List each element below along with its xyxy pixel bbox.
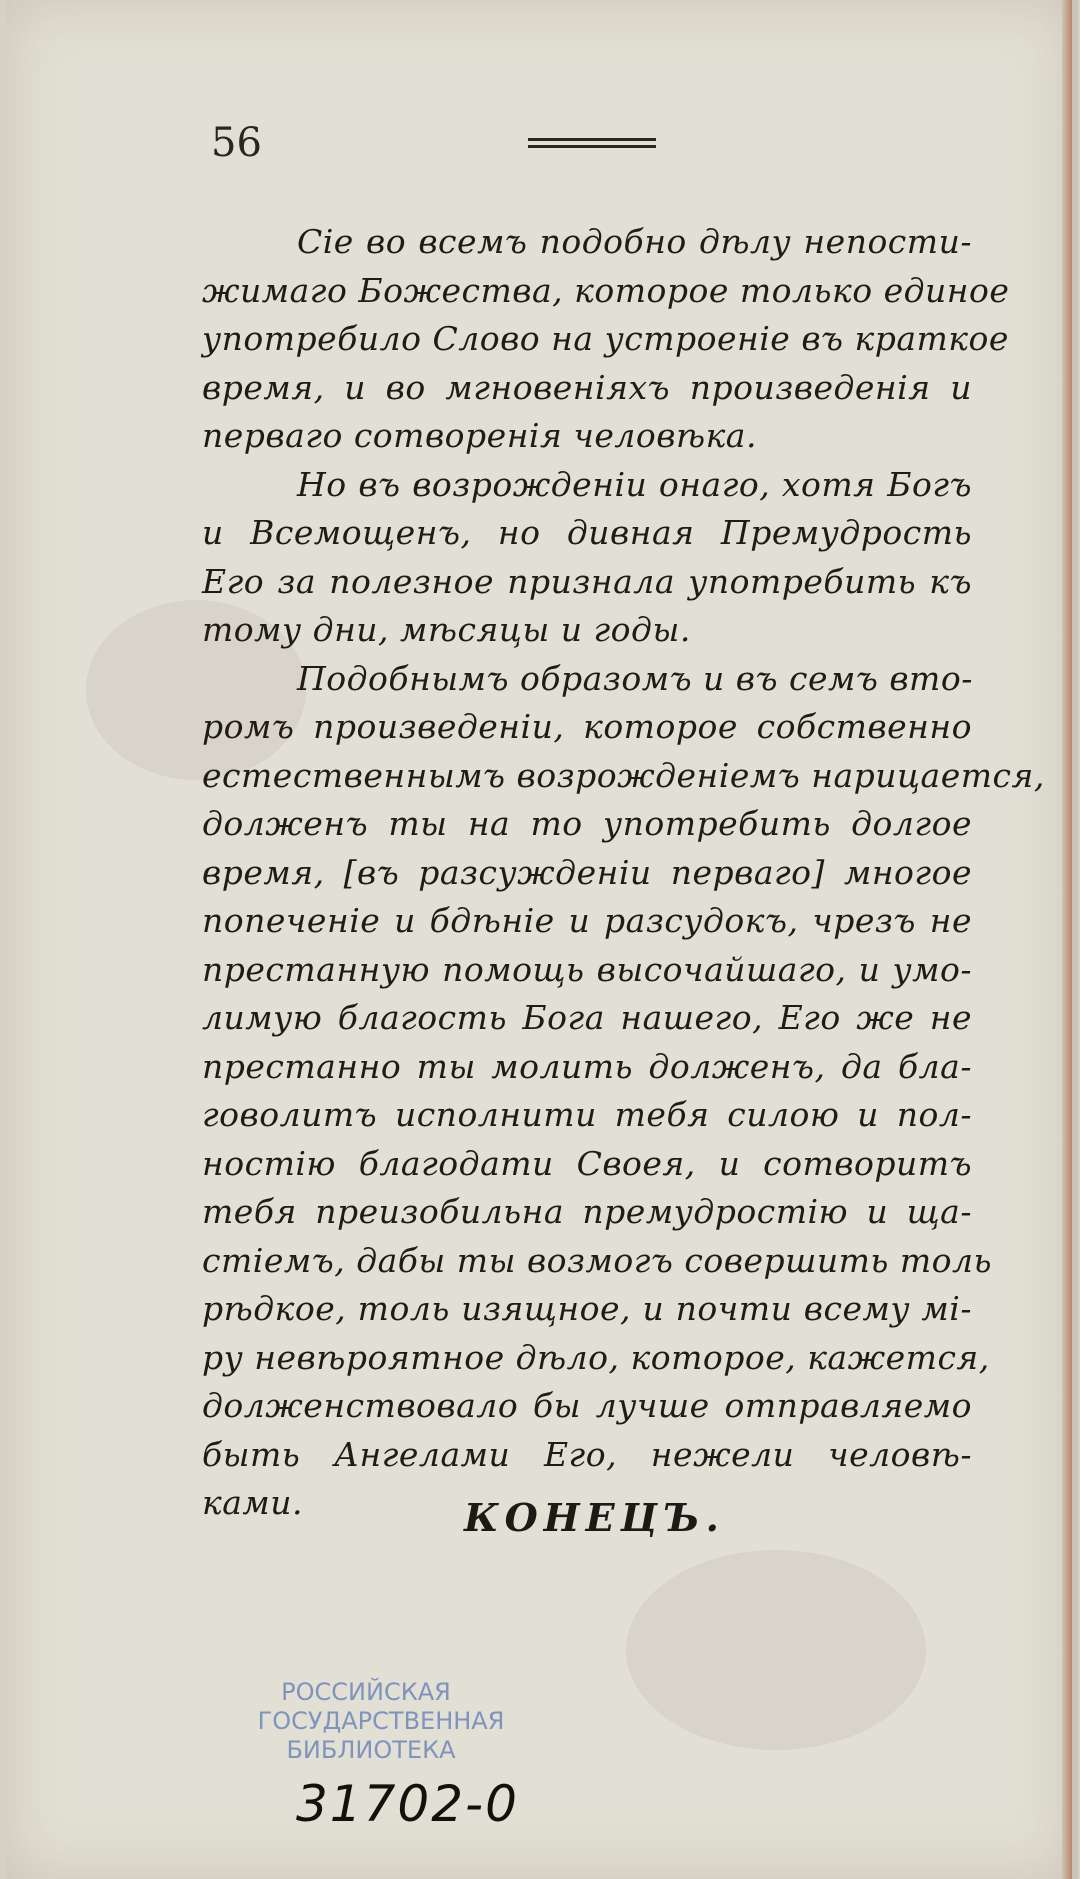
text-line: время, и во мгновеніяхъ произведенія и [202,367,972,407]
library-stamp [251,1678,511,1765]
text-line: долженъ ты на то употребить долгое [202,804,972,843]
text-line: перваго сотворенія человѣка. [202,416,757,455]
text-line: естественнымъ возрожденіемъ нарицается, [202,755,1045,795]
text-line: Сіе во всемъ подобно дѣлу непости- [297,222,972,261]
text-line: ру невѣроятное дѣло, которое, кажется, [202,1337,990,1377]
page-edge [1062,0,1072,1879]
stamp-line: БИБЛИОТЕКА [286,1736,456,1764]
text-line: время, [въ разсужденіи перваго] многое [202,852,972,892]
text-line: рѣдкое, толь изящное, и почти всему мі- [202,1289,972,1328]
stamp-line: ГОСУДАРСТВЕННАЯ [257,1707,505,1735]
text-line: долженствовало бы лучше отправляемо [202,1386,972,1425]
text-line: употребило Слово на устроеніе въ краткое [202,319,1009,358]
text-line: Подобнымъ образомъ и въ семъ вто- [297,658,973,698]
text-line: Его за полезное признала употребить къ [202,561,972,601]
header-rule [528,138,656,152]
shelfmark: 31702-0 [296,1775,519,1833]
text-line: Но въ возрожденіи онаго, хотя Богъ [297,464,972,504]
text-line: ностію благодати Своея, и сотворитъ [202,1143,972,1183]
text-line: стіемъ, дабы ты возмогъ совершить толь [202,1240,993,1280]
page-number: 56 [211,120,262,166]
text-line: попеченіе и бдѣніе и разсудокъ, чрезъ не [202,901,972,940]
book-page [6,0,1078,1879]
text-line: лимую благость Бога нашего, Его же не [202,998,972,1037]
text-line: тому дни, мѣсяцы и годы. [202,610,691,649]
stamp-line: РОССИЙСКАЯ [281,1678,451,1706]
text-line: быть Ангелами Его, нежели человѣ- [202,1434,972,1474]
text-line: говолитъ исполнити тебя силою и пол- [202,1095,972,1134]
text-line: и Всемощенъ, но дивная Премудрость [202,513,972,552]
ending-word: КОНЕЦЪ. [464,1495,725,1540]
paper-stain [626,1550,926,1750]
text-line: жимаго Божества, которое только единое [202,270,1010,310]
text-line: престанную помощь высочайшаго, и умо- [202,949,972,989]
text-line: тебя преизобильна премудростію и ща- [202,1192,972,1231]
text-line: ромъ произведеніи, которое собственно [202,707,972,746]
text-line: престанно ты молить долженъ, да бла- [202,1046,972,1086]
body-text [202,218,1045,1528]
text-line: ками. [202,1483,303,1522]
